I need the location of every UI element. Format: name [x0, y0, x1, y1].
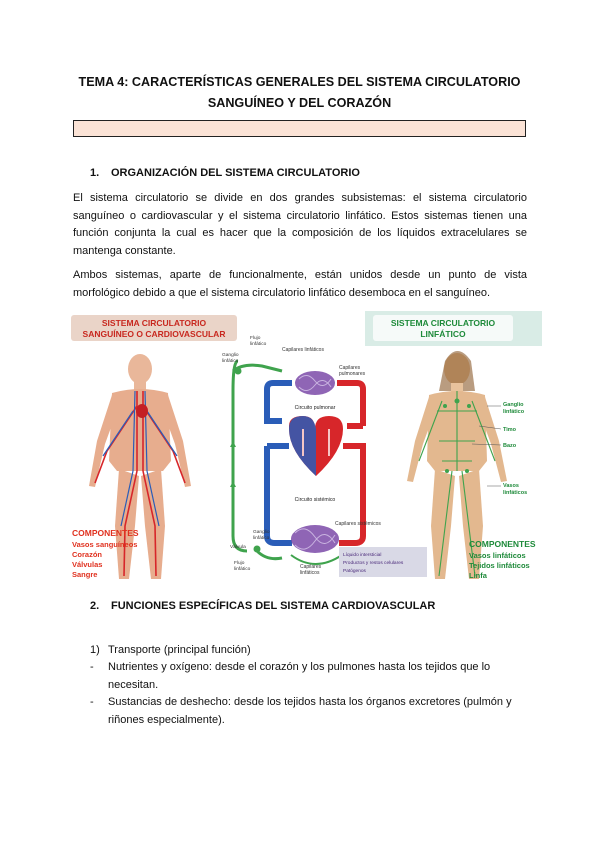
label-capilares-pulmonares: Capilares [339, 365, 361, 371]
list-item-1-marker: 1) [90, 644, 100, 656]
label-vasos-linfaticos: linfáticos [503, 490, 528, 496]
circulatory-figure [67, 311, 542, 584]
right-banner-line-2: LINFÁTICO [420, 329, 466, 339]
label-ganglio-right: linfático [503, 409, 525, 415]
left-components-title: COMPONENTES [72, 528, 139, 538]
document-title [60, 72, 539, 114]
label-valvula: Válvula [230, 545, 246, 550]
label-vasos-linfaticos: Vasos [503, 483, 519, 489]
list-bullet-1-marker: - [90, 661, 94, 673]
label-ganglio-bottom: Ganglio [253, 530, 270, 535]
label-flujo-linfatico-bottom: linfático [234, 567, 251, 572]
list-bullet-1 [90, 659, 528, 694]
label-ganglio-left: Ganglio [222, 353, 239, 358]
label-ganglio-right: Ganglio [503, 402, 524, 408]
label-ganglio-bottom: linfático [253, 536, 270, 541]
section-2-number: 2. [90, 600, 100, 612]
label-circuito-sistemico: Circuito sistémico [294, 497, 336, 503]
list-bullet-2-marker: - [90, 696, 94, 708]
label-capilares-sistemicos: Capilares sistémicos [335, 521, 381, 527]
label-flujo-linfatico-top: linfático [250, 342, 267, 347]
section-2-heading [90, 600, 435, 612]
section-2-title: FUNCIONES ESPECÍFICAS DEL SISTEMA CARDIOVASCULAR [111, 600, 436, 612]
legend-item: Patógenos [343, 569, 366, 574]
list-bullet-1-text: Nutrientes y oxígeno: desde el corazón y los pulmones hasta los tejidos que lo necesitan. [108, 661, 491, 691]
left-banner [71, 315, 237, 341]
right-component-item: Tejidos linfáticos [469, 561, 530, 570]
right-banner-line-1: SISTEMA CIRCULATORIO [390, 318, 496, 328]
right-components-title: COMPONENTES [469, 539, 536, 549]
list-bullet-2-text: Sustancias de deshecho: desde los tejidos hasta los órganos excretores (pulmón y riñones especialmente). [108, 696, 512, 726]
label-circuito-pulmonar: Circuito pulmonar [294, 405, 336, 411]
label-timo: Timo [503, 427, 517, 433]
highlight-bar [73, 120, 526, 137]
label-capilares-pulmonares: pulmonares [339, 371, 366, 377]
legend-item: Líquido intersticial [343, 553, 382, 558]
left-banner-line-1: SISTEMA CIRCULATORIO [101, 318, 207, 328]
label-capilares-linfaticos-bottom: Capilares [300, 564, 322, 570]
title-line-1: TEMA 4: CARACTERÍSTICAS GENERALES DEL SISTEMA CIRCULATORIO [78, 75, 521, 89]
left-component-item: Válvulas [72, 560, 103, 569]
list-bullet-2 [90, 694, 528, 729]
section-1-number: 1. [90, 167, 100, 179]
pulmonary-capillaries [295, 371, 335, 395]
paragraph-1: El sistema circulatorio se divide en dos grandes subsistemas: el sistema circulatorio sanguíneo o cardiovascular y el sistema circulatorio linfático. Estos sistemas tienen una función conjunta la cual es hacer que la composición de los líquidos extracelulares se mantenga constante. [73, 192, 527, 257]
label-capilares-linfaticos-bottom: linfáticos [300, 570, 320, 576]
left-component-item: Corazón [72, 550, 102, 559]
list-item-1 [90, 642, 528, 660]
left-component-item: Vasos sanguíneos [72, 540, 138, 549]
section-1-heading [90, 167, 360, 179]
right-component-item: Vasos linfáticos [469, 551, 526, 560]
list-item-1-text: Transporte (principal función) [108, 644, 251, 656]
left-banner-line-2: SANGUÍNEO O CARDIOVASCULAR [82, 329, 226, 339]
right-banner [373, 315, 513, 341]
title-line-2: SANGUÍNEO Y DEL CORAZÓN [207, 96, 392, 110]
legend-item: Productos y restos celulares [343, 561, 404, 566]
label-flujo-linfatico-bottom: Flujo [234, 561, 245, 566]
label-ganglio-left: linfático [222, 359, 239, 364]
right-component-item: Linfa [469, 571, 487, 580]
paragraph-2: Ambos sistemas, aparte de funcionalmente, están unidos desde un punto de vista morfológico debido a que el sistema circulatorio linfático desemboca en el sanguíneo. [73, 269, 527, 299]
section-1-title: ORGANIZACIÓN DEL SISTEMA CIRCULATORIO [111, 167, 360, 179]
label-bazo: Bazo [503, 443, 517, 449]
label-capilares-linfaticos-top: Capilares linfáticos [282, 347, 324, 353]
label-flujo-linfatico-top: Flujo [250, 336, 261, 341]
left-component-item: Sangre [72, 570, 98, 579]
